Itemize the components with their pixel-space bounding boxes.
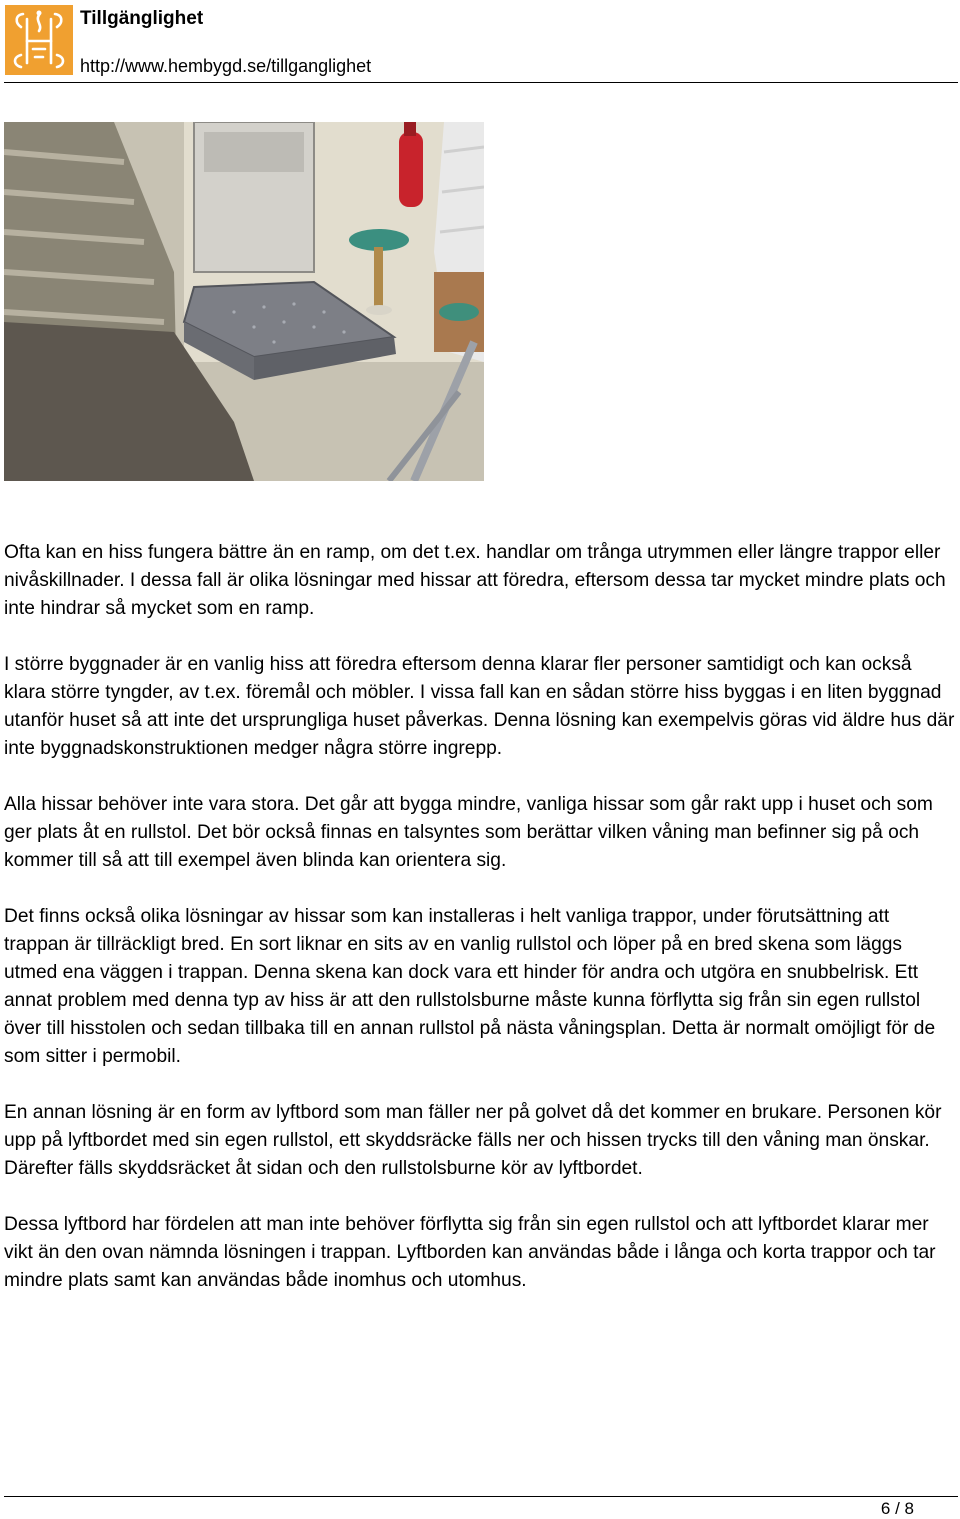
article-paragraph: Alla hissar behöver inte vara stora. Det går att bygga mindre, vanliga hissar som går rakt upp i huset och som ger plats åt en rullstol. Det bör också finnas en talsyntes som berättar vilken våning man befinner sig på och kommer till så att till exempel även blinda kan orientera sig.	[4, 794, 933, 871]
stair-lift-photo	[4, 122, 484, 481]
page-url[interactable]: http://www.hembygd.se/tillganglighet	[80, 56, 372, 76]
article-paragraph: En annan lösning är en form av lyftbord som man fäller ner på golvet då det kommer en brukare. Personen kör upp på lyftbordet med sin egen rullstol, ett skyddsräcke fälls ner och hissen trycks till den våning man önskar. Därefter fälls skyddsräcket åt sidan och den rullstolsburne kör av lyftbordet.	[4, 1102, 942, 1179]
footer-divider	[4, 1496, 958, 1497]
header-divider	[4, 82, 958, 83]
article-paragraph: Ofta kan en hiss fungera bättre än en ramp, om det t.ex. handlar om trånga utrymmen eller längre trappor eller nivåskillnader. I dessa fall är olika lösningar med hissar att föredra, eftersom dessa tar mycket mindre plats och inte hindrar så mycket som en ramp.	[4, 542, 946, 619]
hembygd-logo	[5, 5, 73, 75]
page-number: 6 / 8	[880, 1499, 914, 1518]
logo-emblem-icon	[5, 5, 73, 75]
page-header	[0, 0, 960, 84]
article-body	[4, 539, 958, 1323]
lift-platform-illustration	[4, 122, 484, 481]
article-paragraph: I större byggnader är en vanlig hiss att föredra eftersom denna klarar fler personer samtidigt och kan också klara större tyngder, av t.ex. föremål och möbler. I vissa fall kan en sådan större hiss byggas i en liten byggnad utanför huset så att inte det ursprungliga huset påverkas. Denna lösning kan exempelvis göras vid äldre hus där inte byggnadskonstruktionen medger några större ingrepp.	[4, 654, 955, 759]
article-paragraph: Det finns också olika lösningar av hissar som kan installeras i helt vanliga trappor, under förutsättning att trappan är tillräckligt bred. En sort liknar en sits av en vanlig rullstol och löper på en bred skena som läggs utmed ena väggen i trappan. Denna skena kan dock vara ett hinder för andra och utgöra en snubbelrisk. Ett annat problem med denna typ av hiss är att den rullstolsburne måste kunna förflytta sig från sin egen rullstol över till hisstolen och sedan tillbaka till en annan rullstol på nästa våningsplan. Detta är normalt omöjligt för de som sitter i permobil.	[4, 906, 936, 1067]
page-title: Tillgänglighet	[80, 8, 204, 29]
article-paragraph: Dessa lyftbord har fördelen att man inte behöver förflytta sig från sin egen rullstol och att lyftbordet klarar mer vikt än den ovan nämnda lösningen i trappan. Lyftborden kan användas både i långa och korta trappor och tar mindre plats samt kan användas både inomhus och utomhus.	[4, 1214, 936, 1291]
